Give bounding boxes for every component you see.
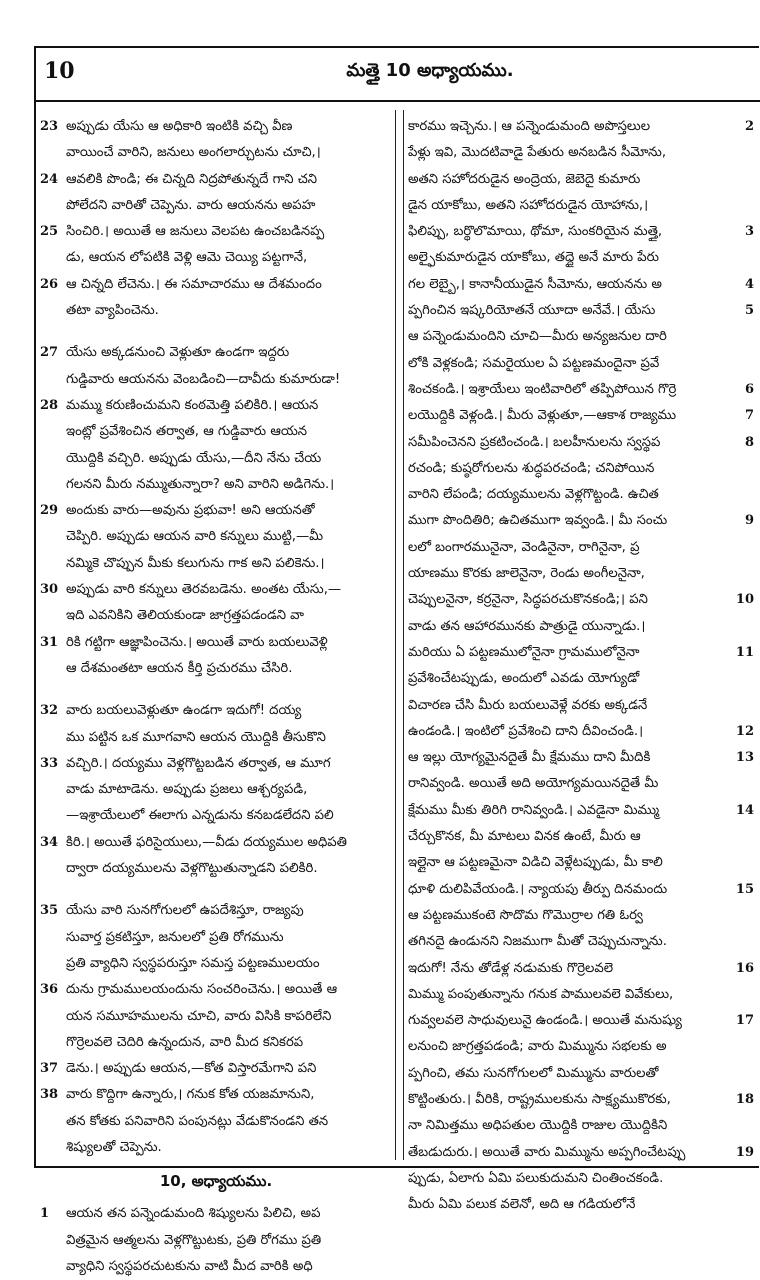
verse-number: 10	[735, 592, 754, 608]
verse-text: ఇది ఎవనికిని తెలియకుండా జాగ్రత్తపడండని వా	[66, 608, 304, 624]
verse-text: ప్పగించి, తమ సునగోగులలో మిమ్మును వారులతో	[408, 1065, 659, 1081]
text-line	[40, 340, 392, 366]
text-line	[40, 977, 392, 1003]
text-line	[40, 167, 392, 193]
text-line	[408, 850, 748, 876]
verse-text: అతని సహోదరుడైన అంద్రెయ, జెబెదై కుమారు	[408, 171, 641, 187]
text-line	[408, 877, 754, 903]
verse-text: యొద్దికి వచ్చిరి. అప్పుడు యేసు,—దీని నేను చేయ	[66, 450, 322, 466]
verse-text: డు, ఆయన లోపటికి వెళ్లి ఆమె చెయ్యి పట్టగానే,	[66, 250, 308, 266]
verse-text: కిరి.। అయితే ఫరిసైయులు,—వీడు దయ్యముల అధిపతి	[66, 834, 347, 850]
running-title: మత్తై 10 అధ్యాయము.	[346, 60, 514, 81]
verse-text: వారు బయలువెళ్లుతూ ఉండగా ఇదుగో! దయ్య	[66, 703, 302, 719]
text-line	[408, 140, 748, 166]
text-line	[408, 1140, 754, 1166]
text-line	[408, 798, 754, 824]
text-line	[408, 272, 754, 298]
verse-text: చెప్పిరి. అప్పుడు ఆయన వారి కన్నులు ముట్టి,—మీ	[66, 529, 324, 545]
verse-text: యన సమూహములను చూచి, వారు విసికి కాపరిలేని	[66, 1008, 332, 1024]
text-line	[40, 577, 392, 603]
text-line	[40, 419, 392, 445]
chapter-heading: 10, అధ్యాయము.	[159, 1172, 273, 1191]
verse-text: అల్ఫైకుమారుడైన యాకోబు, తద్దై అనే మారు పేరు	[408, 250, 659, 266]
header-rule	[34, 100, 760, 102]
text-line	[40, 856, 392, 882]
verse-number: 2	[744, 119, 754, 134]
text-line	[408, 1034, 748, 1060]
verse-number: 23	[40, 119, 59, 134]
verse-number: 38	[40, 1087, 59, 1103]
verse-text: గుడ్డివారు ఆయనను వెంబడించి—దావీదు కుమారుడా!	[66, 371, 341, 387]
verse-text: శిష్యులతో చెప్పెను.	[66, 1139, 162, 1155]
verse-text: ఫిలిప్పు, బర్థొలొమాయి, థోమా, సుంకరియైన మత్తై,	[408, 224, 663, 240]
verse-text: వారిని లేపండి; దయ్యములను వెళ్లగొట్టండి. ఉచిత	[408, 487, 659, 503]
verse-text: —ఇశ్రాయేలులో ఈలాగు ఎన్నడును కనబడలేదని పలి	[66, 808, 334, 824]
verse-text: లలో బంగారమునైనా, వెండినైనా, రాగినైనా, ప్ర	[408, 539, 640, 555]
verse-text: పేళ్లు ఇవి, మొదటివాడై పేతురు అనబడిన సీమోను,	[408, 145, 667, 161]
verse-text: మిమ్ము పంపుతున్నాను గనుక పాములవలె వివేకులు,	[408, 986, 674, 1002]
verse-text: తటా వ్యాపించెను.	[66, 303, 159, 319]
verse-text: తగినదై ఉండునని నిజముగా మీతో చెప్పుచున్నాను.	[408, 934, 667, 950]
verse-text: ఆ పట్టణముకంటె సొదొమ గొమొర్రాల గతి ఓర్వ	[408, 907, 643, 923]
verse-text: రికి గట్టిగా ఆజ్ఞాపించెను.। అయితే వారు బయలువెళ్లి	[66, 634, 328, 650]
text-line	[40, 446, 392, 472]
verse-text: నమ్మికె చొప్పున మీకు కలుగును గాక అని పలికెను.।	[66, 555, 325, 571]
verse-text: తన కోతకు పనివారిని పంపునట్లు వేడుకొనండని తన	[66, 1113, 329, 1129]
text-line	[40, 603, 392, 629]
text-line	[408, 956, 754, 982]
verse-text: గల లెబ్బై,। కానానీయుడైన సీమోను, ఆయనను అ	[408, 276, 662, 292]
verse-text: తేబడుదురు.। అయితే వారు మిమ్మును అప్పగించేటప్పు	[408, 1144, 686, 1160]
verse-text: ఇంట్లో ప్రవేశించిన తర్వాత, ఆ గుడ్డివారు ఆయన	[66, 424, 308, 440]
text-line	[408, 824, 748, 850]
text-line	[40, 630, 392, 656]
text-line	[40, 751, 392, 777]
left-column	[40, 114, 392, 1280]
text-line	[408, 403, 754, 429]
text-line	[408, 167, 748, 193]
verse-text: వాయించే వారిని, జనులు అంగలార్చుటను చూచి,।	[66, 145, 321, 161]
verse-text: ద్వారా దయ్యములను వెళ్లగొట్టుతున్నాడని పలికిరి.	[66, 861, 318, 877]
text-line	[40, 140, 392, 166]
verse-text: మీరు ఏమి పలుక వలెనో, అది ఆ గడియలోనే	[408, 1197, 636, 1213]
text-line	[40, 803, 392, 829]
verse-text: వాడు తన ఆహారమునకు పాత్రుడై యున్నాడు.।	[408, 618, 646, 634]
verse-text: రచండి; కుష్ఠరోగులను శుద్ధపరచండి; చనిపోయిన	[408, 460, 655, 476]
text-line	[408, 245, 748, 271]
verse-text: కారము ఇచ్చెను.। ఆ పన్నెండుమంది అపొస్తలుల	[408, 119, 651, 134]
text-line	[408, 535, 748, 561]
text-line	[408, 351, 748, 377]
text-line	[40, 1228, 392, 1254]
verse-text: మమ్ము కరుణించుమని కంఠమెత్తి పలికిరి.। ఆయన	[66, 397, 319, 413]
text-line	[408, 640, 754, 666]
verse-text: నా నిమిత్తము అధిపతుల యొద్దికి రాజుల యొద్దికిని	[408, 1118, 668, 1134]
verse-number: 11	[735, 644, 754, 660]
verse-text: లనుంచి జాగ్రత్తపడండి; వారు మిమ్మును సభలకు అ	[408, 1039, 667, 1055]
text-line	[40, 1135, 392, 1161]
verse-text: చేర్చుకొనక, మీ మాటలు వినక ఉంటే, మీరు ఆ	[408, 829, 641, 845]
text-line	[408, 508, 754, 534]
verse-text: రానివ్వండి. అయితే అది అయోగ్యమయినదైతే మీ	[408, 776, 659, 792]
verse-text: ప్రవేశించేటప్పుడు, అందులో ఎవడు యోగ్యుడో	[408, 671, 640, 687]
text-line	[40, 725, 392, 751]
verse-text: దును గ్రామములయందును సంచరించెను.। అయితే ఆ	[66, 982, 338, 998]
verse-text: ముగా పొందితిరి; ఉచితముగా ఇవ్వండి.। మీ సంచు	[408, 513, 668, 529]
text-line	[408, 903, 748, 929]
verse-text: చెప్పులనైనా, కర్రనైనా, సిద్ధపరచుకొనకండి;। పని	[408, 592, 648, 608]
text-line	[40, 1082, 392, 1108]
text-line	[40, 925, 392, 951]
verse-text: ధూళి దులిపివేయండి.। న్యాయపు తీర్పు దినమందు	[408, 881, 668, 897]
text-line	[408, 719, 754, 745]
text-line	[40, 245, 392, 271]
verse-number: 37	[40, 1061, 59, 1077]
text-line	[40, 551, 392, 577]
text-line	[408, 456, 748, 482]
verse-text: కొట్టింతురు.। వీరికి, రాష్ట్రములకును సాక్ష్యముకొరకు,	[408, 1091, 671, 1107]
verse-number: 29	[40, 503, 59, 519]
text-line	[40, 951, 392, 977]
verse-text: శించకండి.। ఇశ్రాయేలు ఇంటివారిలో తప్పిపోయిన గొర్రె	[408, 381, 677, 397]
verse-text: లయొద్దికి వెళ్లండి.। మీరు వెళ్లుతూ,—ఆకాశ రాజ్యము	[408, 408, 677, 424]
verse-text: ఉండండి.। ఇంటిలో ప్రవేశించి దాని దీవించండి.।	[408, 723, 644, 739]
text-line	[408, 298, 754, 324]
text-line	[408, 377, 754, 403]
verse-number: 16	[735, 960, 754, 976]
text-line	[40, 1109, 392, 1135]
text-line	[408, 1166, 748, 1192]
verse-text: ము పట్టిన ఒక మూగవాని ఆయన యొద్దికి తీసుకొని	[66, 729, 326, 745]
verse-number: 34	[40, 834, 59, 850]
text-line	[408, 666, 748, 692]
text-line	[408, 771, 748, 797]
verse-text: వారు కొద్దిగా ఉన్నారు,। గనుక కోత యజమానుని,	[66, 1087, 315, 1103]
verse-text: మరియు ఏ పట్టణములోనైనా గ్రామములోనైనా	[408, 644, 640, 660]
verse-text: ఆ చిన్నది లేచెను.। ఈ సమాచారము ఆ దేశమందం	[66, 276, 322, 292]
verse-number: 4	[744, 276, 754, 292]
verse-text: వచ్చిరి.। దయ్యము వెళ్లగొట్టబడిన తర్వాత, ఆ మూగ	[66, 755, 331, 771]
text-line	[40, 1201, 392, 1227]
text-line	[408, 982, 748, 1008]
verse-number: 35	[40, 903, 59, 919]
verse-text: లోకి వెళ్లకండి; సమరైయుల ఏ పట్టణమందైనా ప్రవే	[408, 355, 660, 371]
text-line	[40, 656, 392, 682]
text-line	[408, 745, 754, 771]
text-line	[408, 1087, 754, 1113]
verse-number: 1	[40, 1206, 50, 1222]
text-line	[408, 561, 748, 587]
verse-number: 28	[40, 397, 59, 413]
verse-text: ఆ పన్నెండుమందిని చూచి—మీరు అన్యజనుల దారి	[408, 329, 667, 345]
verse-text: ఆవలికి పొండి; ఈ చిన్నది నిద్రపోతున్నదే గాని చని	[66, 171, 318, 187]
text-line	[40, 393, 392, 419]
verse-number: 9	[744, 513, 754, 529]
column-divider	[403, 110, 404, 1160]
paragraph-gap	[40, 324, 392, 340]
verse-text: పోలేదని వారితో చెప్పెను. వారు ఆయనను అపహ	[66, 197, 316, 213]
verse-number: 3	[744, 224, 754, 240]
text-line	[40, 524, 392, 550]
verse-text: వాడు మాటాడెను. అప్పుడు ప్రజలు ఆశ్చర్యపడి,	[66, 782, 308, 798]
verse-text: విత్రమైన ఆత్మలను వెళ్లగొట్టుటకు, ప్రతి రోగము ప్రతి	[66, 1232, 322, 1248]
verse-number: 19	[735, 1144, 754, 1160]
verse-number: 33	[40, 755, 59, 771]
verse-text: ఇదుగో! నేను తోడేళ్ల నడుమకు గొర్రెలవలె	[408, 960, 614, 976]
verse-number: 6	[744, 381, 754, 397]
text-line	[40, 219, 392, 245]
text-line	[408, 324, 748, 350]
verse-text: యేసు అక్కడనుంచి వెళ్లుతూ ఉండగా ఇద్దరు	[66, 345, 290, 361]
verse-text: డెను.। అప్పుడు ఆయన,—కోత విస్తారమేగాని పని	[66, 1061, 317, 1077]
text-line	[40, 898, 392, 924]
text-line	[408, 1192, 748, 1218]
text-line	[408, 1008, 754, 1034]
page-number: 10	[44, 58, 75, 84]
verse-text: వ్యాధిని స్వస్థపరచుటకును వాటి మీద వారికి అధి	[66, 1258, 313, 1274]
text-line	[408, 1061, 748, 1087]
verse-text: ప్పుడు, ఏలాగు ఏమి పలుకుదుమని చింతించకండి.	[408, 1170, 664, 1186]
column-rule-left	[395, 110, 396, 1160]
verse-number: 36	[40, 982, 59, 998]
text-line	[40, 498, 392, 524]
text-line	[40, 472, 392, 498]
verse-number: 25	[40, 224, 59, 240]
verse-text: విచారణ చేసి మీరు బయలువెళ్లే వరకు అక్కడనే	[408, 697, 648, 713]
text-line	[408, 1113, 748, 1139]
text-line	[408, 430, 754, 456]
verse-text: క్షేమము మీకు తిరిగి రానివ్వండి.। ఎవడైనా మిమ్ము	[408, 802, 660, 818]
verse-number: 14	[735, 802, 754, 818]
verse-number: 8	[744, 434, 754, 450]
text-line	[40, 272, 392, 298]
paragraph-gap	[40, 882, 392, 898]
text-line	[40, 1030, 392, 1056]
text-line	[40, 1254, 392, 1280]
text-line	[408, 482, 748, 508]
text-line	[408, 693, 748, 719]
text-line	[40, 1056, 392, 1082]
verse-text: సించిరి.। అయితే ఆ జనులు వెలపట ఉంచబడినప్ప	[66, 224, 325, 240]
verse-text: గలనని మీరు నమ్ముతున్నారా? అని వారిని అడిగెను.।	[66, 476, 335, 492]
text-line	[408, 193, 748, 219]
verse-text: ప్రతి వ్యాధిని స్వస్థపరుస్తూ సమస్త పట్టణములయం	[66, 955, 320, 971]
verse-number: 26	[40, 276, 59, 292]
verse-number: 27	[40, 345, 59, 361]
verse-number: 5	[744, 303, 754, 319]
text-line	[408, 219, 754, 245]
verse-text: ఆ దేశమంతటా ఆయన కీర్తి ప్రచురము చేసిరి.	[66, 660, 293, 676]
text-line	[40, 367, 392, 393]
verse-number: 15	[735, 881, 754, 897]
text-line	[40, 1004, 392, 1030]
text-line	[40, 830, 392, 856]
verse-text: గొర్రెలవలె చెదిరి ఉన్నందున, వారి మీద కనికరప	[66, 1034, 304, 1050]
text-line	[408, 614, 748, 640]
right-column	[408, 114, 754, 1218]
text-line	[40, 114, 392, 140]
verse-number: 17	[735, 1013, 754, 1029]
verse-text: యేసు వారి సునగోగులలో ఉపదేశిస్తూ, రాజ్యపు	[66, 903, 304, 919]
verse-text: ప్పగించిన ఇష్కరియోతనే యూదా అనేవే.। యేసు	[408, 303, 656, 319]
verse-text: అందుకు వారు—అవును ప్రభువా! అని ఆయనతో	[66, 503, 315, 519]
verse-text: ఆయన తన పన్నెండుమంది శిష్యులను పిలిచి, అప	[66, 1206, 321, 1222]
verse-text: సువార్త ప్రకటిస్తూ, జనులలో ప్రతి రోగమును	[66, 929, 284, 945]
verse-number: 7	[744, 408, 754, 424]
text-line	[408, 929, 748, 955]
verse-number: 32	[40, 703, 59, 719]
verse-number: 18	[735, 1091, 754, 1107]
text-line	[40, 298, 392, 324]
verse-text: యాణము కొరకు జాలెనైనా, రెండు అంగీలనైనా,	[408, 566, 645, 582]
paragraph-gap	[40, 682, 392, 698]
verse-number: 24	[40, 171, 59, 187]
verse-number: 30	[40, 582, 59, 598]
verse-number: 31	[40, 634, 59, 650]
verse-text: అప్పుడు యేసు ఆ అధికారి ఇంటికి వచ్చి వీణ	[66, 119, 293, 134]
verse-number: 12	[735, 723, 754, 739]
verse-text: గువ్వలవలె సాధువులునై ఉండండి.। అయితే మనుష్యు	[408, 1013, 682, 1029]
verse-text: ఇల్లైనా ఆ పట్టణమైనా విడిచి వెళ్లేటప్పుడు, మీ కాలి	[408, 855, 663, 871]
verse-text: డైన యాకోబు, అతని సహోదరుడైన యోహాను,।	[408, 197, 649, 213]
text-line	[40, 777, 392, 803]
text-line	[408, 587, 754, 613]
text-line	[40, 698, 392, 724]
verse-text: ఆ ఇల్లు యోగ్యమైనదైతే మీ క్షేమము దాని మీదికి	[408, 750, 651, 766]
verse-text: సమీపించెనని ప్రకటించండి.। బలహీనులను స్వస్థప	[408, 434, 661, 450]
text-line	[408, 114, 754, 140]
text-line	[40, 193, 392, 219]
verse-number: 13	[735, 750, 754, 766]
verse-text: అప్పుడు వారి కన్నులు తెరవబడెను. అంతట యేసు,—	[66, 582, 342, 598]
